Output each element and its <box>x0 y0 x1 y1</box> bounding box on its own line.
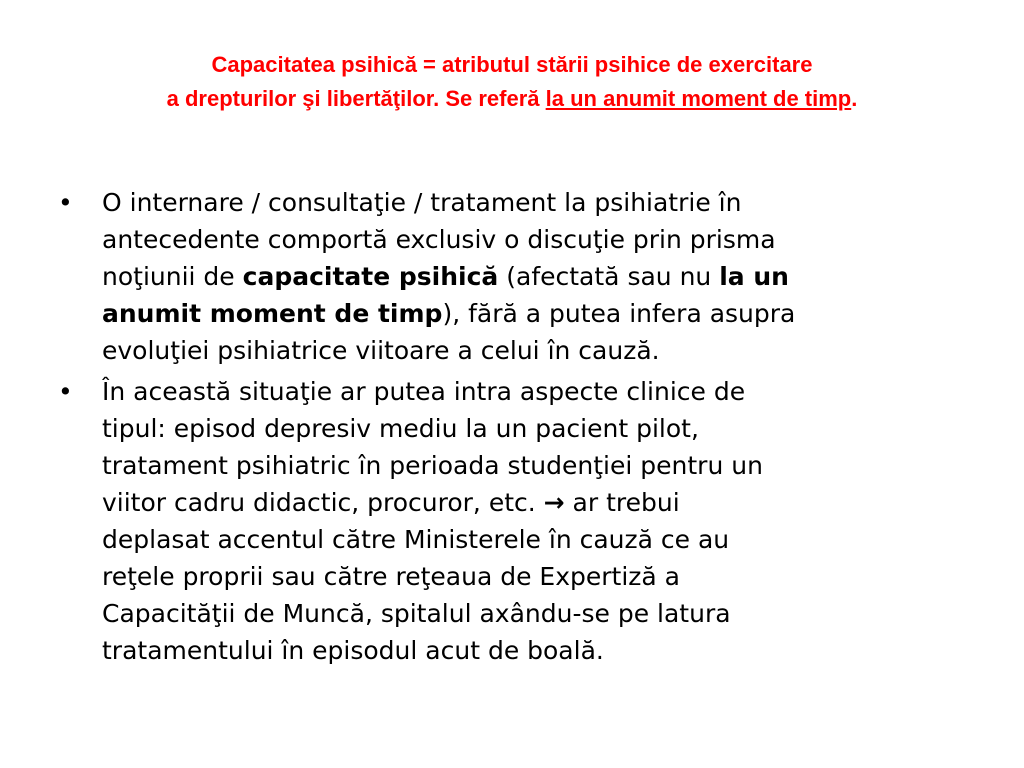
bullet-marker: • <box>58 188 73 217</box>
title-line-2-underlined: la un anumit moment de timp <box>545 86 852 111</box>
bullet-line: O internare / consultaţie / tratament la psihiatrie în <box>102 188 742 217</box>
bullet-item <box>58 373 958 669</box>
bullet-line: tipul: episod depresiv mediu la un pacient pilot, <box>102 414 699 443</box>
bullet-line: tratament psihiatric în perioada studenţiei pentru un <box>102 451 763 480</box>
bullet-text: ), fără a putea infera asupra <box>442 299 796 328</box>
bullet-line <box>102 258 958 295</box>
arrow-right-icon: → <box>543 488 565 517</box>
bullet-line: evoluţiei psihiatrice viitoare a celui în cauză. <box>102 336 660 365</box>
title-line-1: Capacitatea psihică = atributul stării psihice de exercitare <box>211 52 813 77</box>
bullet-line: reţele proprii sau către reţeaua de Expertiză a <box>102 562 681 591</box>
bullet-text: ar trebui <box>564 488 680 517</box>
bullet-line: În această situaţie ar putea intra aspecte clinice de <box>102 377 746 406</box>
bullet-line <box>102 484 958 521</box>
bullet-line: Capacităţii de Muncă, spitalul axându-se pe latura <box>102 599 731 628</box>
bullet-text: (afectată sau nu <box>498 262 720 291</box>
bullet-bold-text: anumit moment de timp <box>102 299 443 328</box>
title-line-2-suffix: . <box>851 86 858 111</box>
bullet-line <box>102 295 958 332</box>
slide-content <box>58 184 958 669</box>
bullet-line: tratamentului în episodul acut de boală. <box>102 636 604 665</box>
bullet-line: deplasat accentul către Ministerele în cauză ce au <box>102 525 730 554</box>
bullet-bold-text: la un <box>719 262 789 291</box>
bullet-line: antecedente comportă exclusiv o discuţie prin prisma <box>102 225 776 254</box>
bullet-item <box>58 184 958 369</box>
bullet-marker: • <box>58 377 73 406</box>
bullet-bold-text: capacitate psihică <box>242 262 499 291</box>
bullet-text: viitor cadru didactic, procuror, etc. <box>102 488 544 517</box>
title-line-2 <box>20 82 1004 116</box>
bullet-text: noţiunii de <box>102 262 243 291</box>
title-line-2-prefix: a drepturilor şi libertăţilor. Se referă <box>166 86 546 111</box>
slide-title <box>20 48 1004 116</box>
